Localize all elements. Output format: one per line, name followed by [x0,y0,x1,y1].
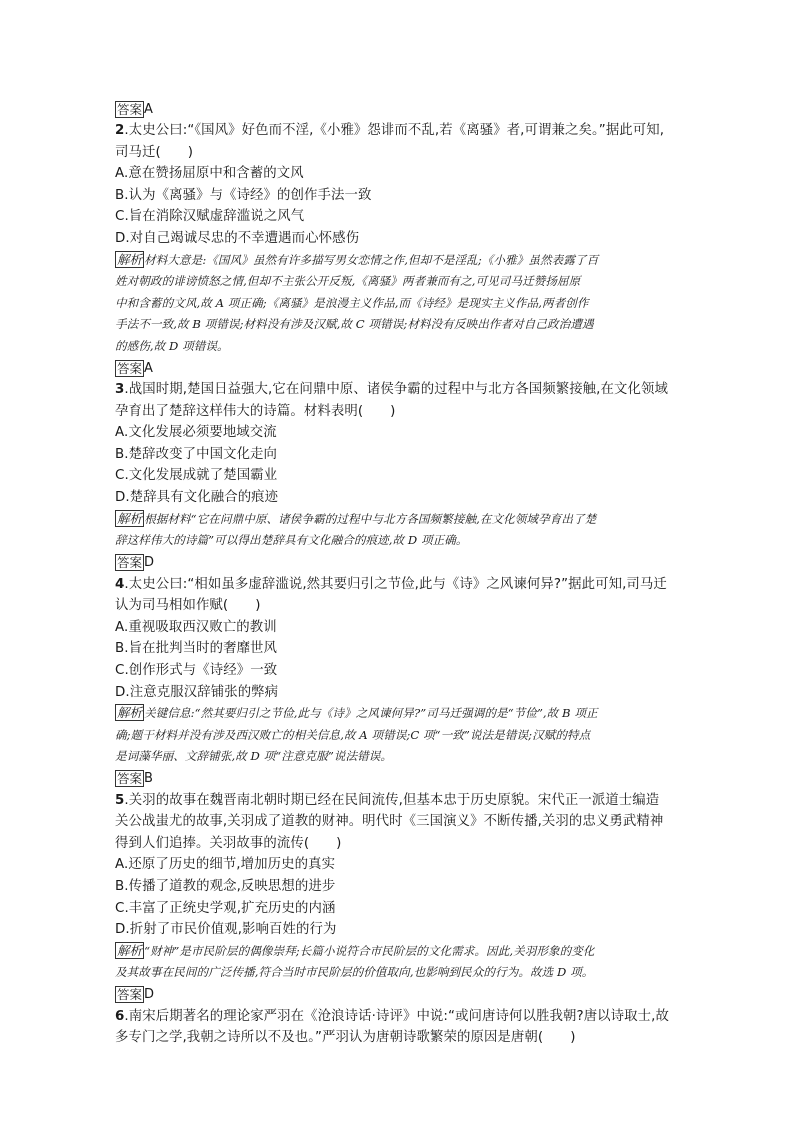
answer-row [115,984,685,1006]
explanation-line: 手法不一致,故 B 项错误;材料没有涉及汉赋,故 C 项错误;材料没有反映出作者对自己政治遭遇 [115,317,594,332]
answer-label: 答案 [117,360,143,376]
question-stem [115,790,685,855]
option-a: A.还原了历史的细节,增加历史的真实 [115,857,336,873]
explain-label: 解析 [117,510,143,526]
option-d: D.楚辞具有文化融合的痕迹 [115,490,279,506]
explain-label: 解析 [117,942,143,958]
explanation [115,509,685,552]
option-c: C.文化发展成就了楚国霸业 [115,468,278,484]
stem-line: 4.太史公曰:“相如虽多虚辞滥说,然其要归引之节俭,此与《诗》之风谏何异?”据此可知,司马迁 [115,576,667,592]
stem-line: 司马迁( ) [115,144,194,160]
explanation-line: 解析 “财神”是市民阶层的偶像崇拜;长篇小说符合市民阶层的文化需求。因此,关羽形象的变化 [117,942,595,958]
stem-line: 5.关羽的故事在魏晋南北朝时期已经在民间流传,但基本忠于历史原貌。宋代正一派道士编造 [115,792,660,808]
option-b: B.旨在批判当时的奢靡世风 [115,641,278,657]
explanation-line: 解析 材料大意是:《国风》虽然有许多描写男女恋情之作,但却不是淫乱;《小雅》虽然表露了百 [117,251,599,267]
stem-line: 关公战蚩尤的故事,关羽成了道教的财神。明代时《三国演义》不断传播,关羽的忠义勇武精神 [115,814,664,830]
stem-line: 认为司马相如作赋( ) [115,598,261,614]
answer-value: A [144,101,153,117]
option-a: A.重视吸取西汉败亡的教训 [115,619,277,635]
question-3 [115,379,685,574]
explain-label: 解析 [117,251,143,267]
question-number: 5 [115,792,125,808]
option-b: B.楚辞改变了中国文化走向 [115,446,278,462]
explanation-line: 解析 根据材料“它在问鼎中原、诸侯争霸的过程中与北方各国频繁接触,在文化领域孕育出了楚 [117,510,597,526]
answer-label: 答案 [117,771,143,787]
option-b: B.认为《离骚》与《诗经》的创作手法一致 [115,187,372,203]
question-5 [115,790,685,1006]
stem-line: 2.太史公曰:“《国风》好色而不淫,《小雅》怨诽而不乱,若《离骚》者,可谓兼之矣。”据此可知, [115,123,665,138]
answer-row [115,768,685,790]
stem-line: 3.战国时期,楚国日益强大,它在问鼎中原、诸侯争霸的过程中与北方各国频繁接触,在文化领域 [115,382,668,398]
explanation-line: 确;题干材料并没有涉及西汉败亡的相关信息,故 A 项错误;C 项“一致”说法是错误;汉赋的特点 [115,727,591,742]
question-number: 4 [115,576,125,592]
question-stem [115,574,685,617]
explanation-line: 解析 关键信息:“然其要归引之节俭,此与《诗》之风谏何异?”司马迁强调的是“节俭”,故 B 项正 [117,705,598,721]
question-4 [115,574,685,790]
option-b: B.传播了道教的观念,反映思想的进步 [115,879,336,895]
answer-label: 答案 [117,987,143,1003]
question-stem [115,120,685,163]
question-6 [115,1006,685,1049]
option-c: C.丰富了正统史学观,扩充历史的内涵 [115,900,336,916]
answer-row [115,552,685,574]
explanation [115,941,685,984]
answer-value: B [144,771,153,787]
explanation-line: 是词藻华丽、文辞铺张,故 D 项“注意克服”说法错误。 [115,749,393,764]
stem-line: 多专门之学,我朝之诗所以不及也。”严羽认为唐朝诗歌繁荣的原因是唐朝( ) [115,1030,576,1046]
option-a: A.文化发展必须要地域交流 [115,425,277,441]
explanation-line: 的感伤,故 D 项错误。 [115,338,229,353]
options [115,854,685,940]
question-number: 6 [115,1008,125,1024]
question-stem [115,1006,685,1049]
options [115,617,685,703]
question-stem [115,379,685,422]
explanation-line: 及其故事在民间的广泛传播,符合当时市民阶层的价值取向,也影响到民众的行为。故选 D 项。 [115,965,594,980]
explanation-line: 辞这样伟大的诗篇”可以得出楚辞具有文化融合的痕迹,故 D 项正确。 [115,533,468,548]
option-c: C.旨在消除汉赋虚辞滥说之风气 [115,209,305,225]
option-d: D.注意克服汉辞铺张的弊病 [115,684,279,700]
explanation-line: 姓对朝政的诽谤愤怒之情,但却不主张公开反叛,《离骚》两者兼而有之,可见司马迁赞扬屈原 [115,274,581,289]
answer-value: D [144,987,155,1003]
option-a: A.意在赞扬屈原中和含蓄的文风 [115,166,304,182]
answer-row [115,357,685,379]
option-d: D.折射了市民价值观,影响百姓的行为 [115,922,337,938]
option-d: D.对自己竭诚尽忠的不幸遭遇而心怀感伤 [115,230,360,246]
stem-line: 得到人们追捧。关羽故事的流传( ) [115,835,342,851]
answer-row [115,98,685,120]
answer-value: D [144,555,155,571]
options [115,163,685,249]
options [115,422,685,508]
answer-label: 答案 [117,101,143,117]
explanation-line: 中和含蓄的文风,故 A 项正确;《离骚》是浪漫主义作品,而《诗经》是现实主义作品,两者创作 [115,295,589,310]
stem-line: 孕育出了楚辞这样伟大的诗篇。材料表明( ) [115,403,396,419]
question-number: 2 [115,123,125,138]
document-page [115,98,685,1049]
stem-line: 6.南宋后期著名的理论家严羽在《沧浪诗话·诗评》中说:“或问唐诗何以胜我朝?唐以诗取士,故 [115,1008,669,1024]
answer-label: 答案 [117,555,143,571]
option-c: C.创作形式与《诗经》一致 [115,663,278,678]
question-2 [115,120,685,379]
explain-label: 解析 [117,705,143,721]
question-number: 3 [115,382,125,398]
explanation [115,250,685,358]
explanation [115,703,685,768]
answer-value: A [144,360,153,376]
